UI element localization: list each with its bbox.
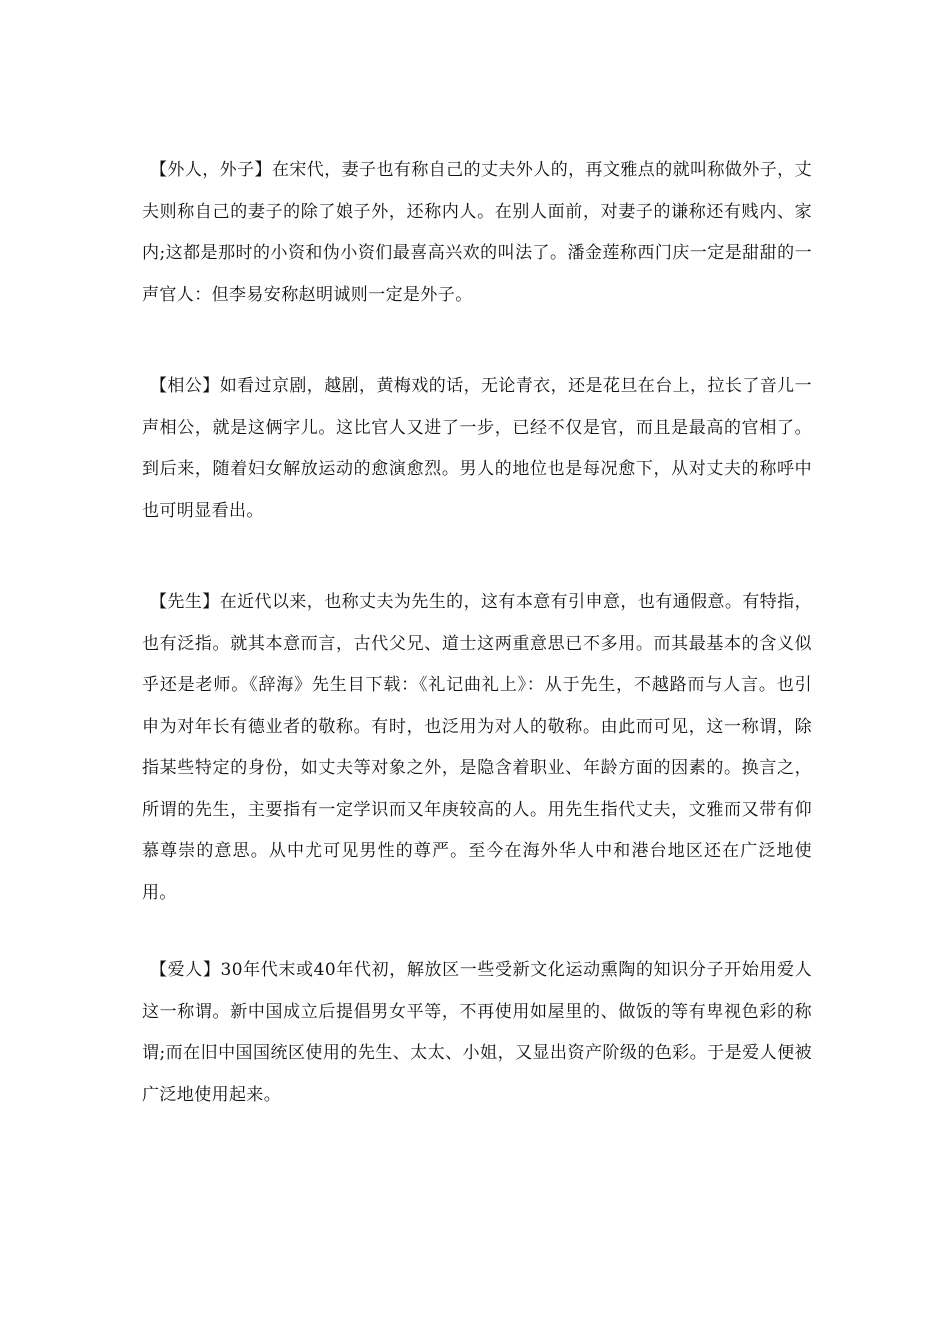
- section-wairen-waizi: [142, 150, 812, 316]
- paragraph: [142, 582, 812, 914]
- section-text: 30年代末或40年代初，解放区一些受新文化运动熏陶的知识分子开始用爱人这一称谓。新中国成立后提倡男女平等，不再使用如屋里的、做饭的等有卑视色彩的称谓;而在旧中国国统区使用的先生、太太、小姐，又显出资产阶级的色彩。于是爱人便被广泛地使用起来。: [142, 960, 812, 1105]
- section-text: 在近代以来，也称丈夫为先生的，这有本意有引申意，也有通假意。有特指，也有泛指。就其本意而言，古代父兄、道士这两重意思已不多用。而其最基本的含义似乎还是老师。《辞海》先生目下载：《礼记曲礼上》：从于先生，不越路而与人言。也引申为对年长有德业者的敬称。有时，也泛用为对人的敬称。由此而可见，这一称谓，除指某些特定的身份，如丈夫等对象之外，是隐含着职业、年龄方面的因素的。换言之，所谓的先生，主要指有一定学识而又年庚较高的人。用先生指代丈夫，文雅而又带有仰慕尊崇的意思。从中尤可见男性的尊严。至今在海外华人中和港台地区还在广泛地使用。: [142, 592, 812, 903]
- section-airen: [142, 950, 812, 1116]
- section-text: 如看过京剧，越剧，黄梅戏的话，无论青衣，还是花旦在台上，拉长了音儿一声相公，就是这俩字儿。这比官人又进了一步，已经不仅是官，而且是最高的官相了。到后来，随着妇女解放运动的愈演愈烈。男人的地位也是每况愈下，从对丈夫的称呼中也可明显看出。: [142, 376, 812, 521]
- section-xianggong: [142, 366, 812, 532]
- section-term: 【先生】: [150, 592, 220, 612]
- paragraph: [142, 366, 812, 532]
- paragraph: [142, 950, 812, 1116]
- section-term: 【相公】: [150, 376, 220, 396]
- section-term: 【外人，外子】: [150, 160, 272, 180]
- paragraph: [142, 150, 812, 316]
- section-term: 【爱人】: [150, 960, 221, 980]
- section-xiansheng: [142, 582, 812, 914]
- section-text: 在宋代，妻子也有称自己的丈夫外人的，再文雅点的就叫称做外子，丈夫则称自己的妻子的除了娘子外，还称内人。在别人面前，对妻子的谦称还有贱内、家内;这都是那时的小资和伪小资们最喜高兴欢的叫法了。潘金莲称西门庆一定是甜甜的一声官人：但李易安称赵明诚则一定是外子。: [142, 160, 812, 305]
